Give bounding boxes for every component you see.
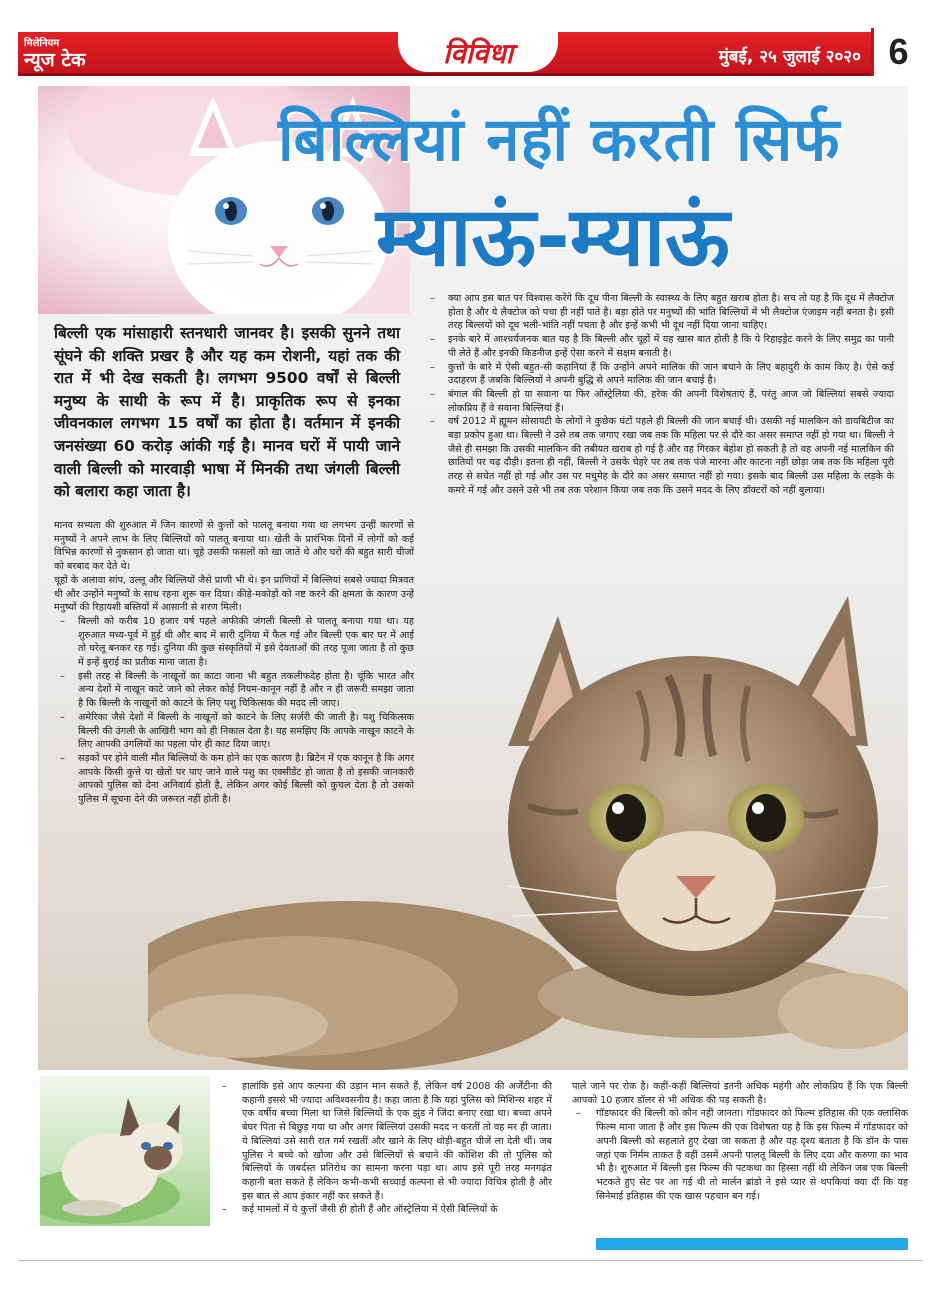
footer-rule	[18, 1260, 923, 1261]
siamese-cat-illustration	[40, 1076, 210, 1226]
left-intro-paragraph: चूहों के अलावा सांप, उल्लू और बिल्लियों जैसे प्राणी भी थे। इन प्राणियों में बिल्लियां सबसे ज्यादा मित्रवत थी और उन्होंने मनुष्यों के साथ रहना शुरू कर दिया। कीड़े-मकोड़ों को नष्ट करने की क्षमता के कारण उन्हें मनुष्यों की रिहायशी बस्तियों में आसानी से शरण मिली।	[54, 574, 414, 614]
headline-line-2: म्याऊं-म्याऊं	[376, 190, 730, 285]
bottom-bullet-item: – कई मामलों में ये कुत्तों जैसी ही होती हैं और ऑस्ट्रेलिया में ऐसी बिल्लियों के	[218, 1203, 552, 1217]
right-bullet-item: – वर्ष 2012 में ह्यूमन सोसायटी के लोगों ने कुछेक घंटों पहले ही बिल्ली की जान बचाई थी। उसकी नई मालकिन को डायबिटीज का बड़ा प्रकोप हुआ था। बिल्ली ने उसे तब तक जगाए रखा जब तक कि महिला पर से दौरे का असर समाप्त नहीं हो गया था। बिल्ली ने जैसे ही समझा कि उसकी मालकिन की तबीयत खराब हो गई है और वह गिरकर बेहोश हो सकती है तो वह अपनी नई मालकिन की छातियों पर चढ़ दौड़ी। इतना ही नहीं, बिल्ली ने उसके चेहरे पर तब तक पंजे मारना और काटना नहीं छोड़ा जब तक कि महिला पूरी तरह से सचेत नहीं हो गई और उस पर मधुमेह के दौरे का असर समाप्त नहीं हो गया। इसके बाद बिल्ली उस महिला के लड़के के कमरे में गई और उसने उसे भी तब तक परेशान किया जब तक कि उसने मदद के लिए डॉक्टरों को नहीं बुलाया।	[424, 415, 894, 497]
header-brand: न्यूज टेक	[24, 49, 86, 71]
lead-paragraph: बिल्ली एक मांसाहारी स्तनधारी जानवर है। इसकी सुनने तथा सूंघने की शक्ति प्रखर है और यह कम रोशनी, यहां तक की रात में भी देख सकती है। लगभग 9500 वर्षों से बिल्ली मनुष्य के साथी के रूप में है। प्राकृतिक रूप से इनका जीवनकाल लगभग 15 वर्षों का होता है। वर्तमान में इनकी जनसंख्या 60 करोड़ आंकी गई है। मानव घरों में पायी जाने वाली बिल्ली को मारवाड़ी भाषा में मिनकी तथा जंगली बिल्ली को बलारा कहा जाता है।	[54, 324, 400, 501]
bottom-bullet-item: – गॉडफादर की बिल्ली को कौन नहीं जानता। गॉडफादर को फिल्म इतिहास की एक क्लासिक फिल्म माना जाता है और इस फिल्म की एक विशेषता यह है कि इस फिल्म में गॉडफादर को अपनी बिल्ली को सहलाते हुए देखा जा सकता है और यह दृश्य बताता है कि डॉन के पास जहां एक निर्मम ताकत है वहीं उसमें अपनी पालतू बिल्ली के लिए दया और करुणा का भाव भी है। शुरुआत में बिल्ली इस फिल्म की पटकथा का हिस्सा नहीं थी लेकिन जब एक बिल्ली भटकते हुए सेट पर आ गई थी तो मार्लन ब्रांडो ने इसे प्यार से थपकियां क्या दीं कि यह सिनेमाई इतिहास की एक खास पहचान बन गई।	[572, 1107, 908, 1203]
left-bullet-item: – इसी तरह से बिल्ली के नाखूनों का काटा जाना भी बहुत तकलीफदेह होता है। चूंकि भारत और अन्य देशों में नाखून काटे जाने को लेकर कोई नियम-कानून नहीं है और न ही जरूरी समझा जाता है कि बिल्ली के नाखूनों को काटने के लिए पशु चिकित्सक की मदद ली जाए।	[54, 670, 414, 711]
right-bullet-item: – इनके बारे में आश्चर्यजनक बात यह है कि बिल्ली और चूहों में यह खास बात होती है कि ये रिहाइड्रेट करने के लिए समुद्र का पानी पी लेते हैं और इनकी किडनीज इन्हें ऐसा करने में सक्षम बनाती है।	[424, 333, 894, 360]
left-bullet-item: – अमेरिका जैसे देशों में बिल्ली के नाखूनों को काटने के लिए सर्जरी की जाती है। पशु चिकित्सक बिल्ली की उंगली के आखिरी भाग को ही निकाल देता है। यह समझिए कि आपके नाखून काटने के लिए आपकी उंगलियों का पहला पोर ही काट दिया जाए।	[54, 711, 414, 752]
feature-panel	[38, 86, 908, 1070]
bottom-continued-text: पाले जाने पर रोक है। कहीं-कहीं बिल्लियां इतनी अधिक महंगी और लोकप्रिय हैं कि एक बिल्ली आपको 10 हजार डॉलर से भी अधिक की पड़ सकती है।	[572, 1081, 908, 1106]
bottom-middle-column	[218, 1080, 552, 1217]
header-section-tab	[398, 28, 558, 72]
siamese-cat-image	[40, 1076, 210, 1226]
headline-line-1: बिल्लियां नहीं करती सिर्फ	[278, 105, 841, 175]
article-left-column	[54, 519, 414, 807]
accent-bar	[596, 1238, 908, 1250]
left-intro-paragraph: मानव सभ्यता की शुरुआत में जिन कारणों से कुत्तों को पालतू बनाया गया था लगभग उन्हीं कारणों से मनुष्यों ने अपने लाभ के लिए बिल्लियों को पालतू बनाया था। खेती के प्रारंभिक दिनों में लोगों को कई विभिन्न कारणों से नुकसान हो जाता था। चूहे उसकी फसलों को खा जाते थे और घरों की बहुत सारी चीजों को बरबाद कर देते थे।	[54, 520, 414, 573]
bottom-bullet-item: – हालांकि इसे आप कल्पना की उड़ान मान सकते हैं, लेकिन वर्ष 2008 की अर्जेंटीना की कहानी इससे भी ज्यादा अविश्वसनीय है। कहा जाता है कि यहां पुलिस को मिशिन्स शहर में एक वर्षीय बच्चा मिला था जिसे बिल्लियों के एक झुंड ने जिंदा बनाए रखा था। बच्चा अपने बेघर पिता से बिछुड़ गया था और अगर बिल्लियां उसकी मदद न करतीं तो वह मर ही जाता। ये बिल्लियां उसे सारी रात गर्म रखतीं और खाने के लिए थोड़ी-बहुत चीजें ला देती थीं। जब पुलिस ने बच्चे को खोजा और उसे बिल्लियों से बचाने की कोशिश की तो पुलिस को बिल्लियों के जबर्दस्त प्रतिरोध का सामना करना पड़ा था। आप इसे पूरी तरह मनगढ़ंत कहानी बता सकते हैं लेकिन कभी-कभी सच्चाई कल्पना से भी ज्यादा विचित्र होती है और इस बात से आप इंकार नहीं कर सकते हैं।	[218, 1080, 552, 1203]
header-section-label: विविधा	[442, 37, 514, 70]
left-bullet-item: – बिल्ली को करीब 10 हजार वर्ष पहले अफीकी जंगली बिल्ली से पालतू बनाया गया था। यह शुरुआत मध्य-पूर्व में हुई थी और बाद में सारी दुनिया में फैल गई और बिल्ली एक बार घर में आई तो घरेलू बनकर रह गई। दुनिया की कुछ संस्कृतियों में इसे देवताओं की तरह पूजा जाता है तो कुछ में इन्हें बुराई का प्रतीक माना जाता है।	[54, 615, 414, 670]
header-date: मुंबई, २५ जुलाई २०२०	[718, 47, 861, 67]
right-bullet-item: – कुत्तों के बारे में ऐसी बहुत-सी कहानियां हैं कि उन्होंने अपने मालिक की जान बचाने के लिए बहादुरी के काम किए है। ऐसे कई उदाहरण हैं जबकि बिल्लियों ने अपनी बुद्धि से अपने मालिक की जान बचाई है।	[424, 361, 894, 388]
right-bullet-item: – बंगाल की बिल्ली हो या सवाना या फिर ऑस्ट्रेलिया की, हरेक की अपनी विशेषताएं हैं, परंतु आज जो बिल्लियां सबसे ज्यादा लोकप्रिय हैं वे सवाना बिल्लियां हैं।	[424, 388, 894, 415]
right-bullet-item: – क्या आप इस बात पर विश्वास करेंगे कि दूध पीना बिल्ली के स्वास्थ्य के लिए बहुत खराब होता है। सच तो यह है कि दूध में लैक्टोज होता है और ये लैक्टोज को पचा ही नहीं पाते है। बड़ा होते पर मनुष्यों की भांति बिल्लियों में भी लैक्टोज एंजाइम नहीं बनता है। इसी तरह बिल्लयों को दूध भली-भांति नहीं पचता है और इन्हें कभी भी दूध नहीं दिया जाना चाहिए।	[424, 292, 894, 333]
article-right-column	[424, 292, 894, 498]
page-number: 6	[871, 28, 923, 76]
left-bullet-item: – सड़कों पर होने वाली मौत बिल्लियों के कम होने का एक कारण है। ब्रिटेन में एक कानून है कि अगर आपके किसी कुत्ते या खेतों पर पाए जाने वाले पशु का एक्सीडेंट हो जाता है तो इसकी जानकारी आपको पुलिस को देना अनिवार्य होती है, लेकिन अगर कोई बिल्ली को कुचल देता है तो उसको पुलिस में सूचना देने की जरूरत नहीं होती है।	[54, 752, 414, 807]
header-tagline: मिलेनियम	[24, 38, 60, 49]
bottom-right-column	[572, 1080, 908, 1203]
page-header	[18, 32, 923, 76]
